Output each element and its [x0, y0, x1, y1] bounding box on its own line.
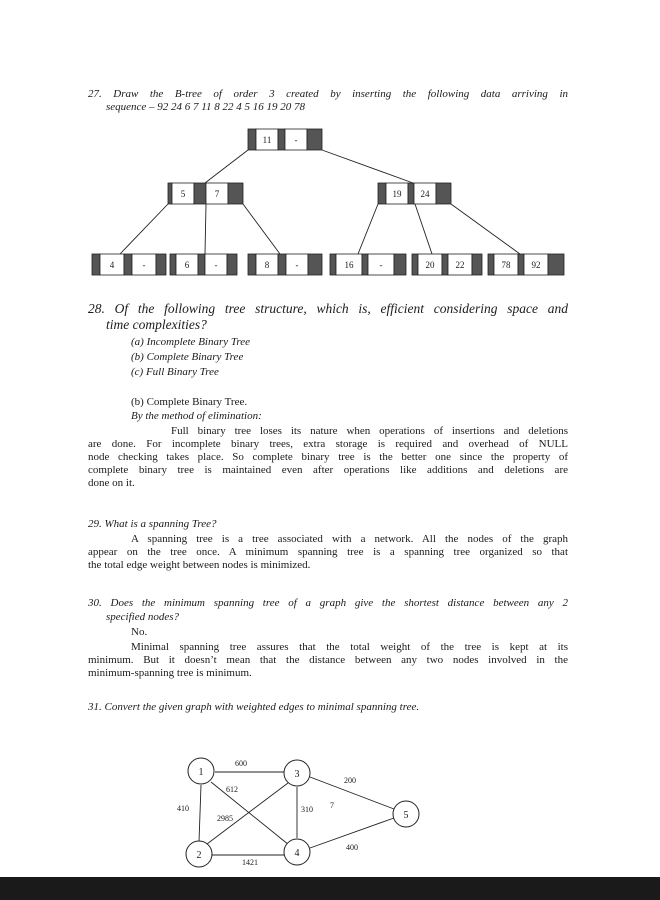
q29-answer-line: appear on the tree once. A minimum spanning tree is a spanning tree organized so that [88, 546, 568, 558]
q30-answer-line: minimum-spanning tree is minimum. [88, 667, 252, 679]
btree-edge [415, 204, 432, 254]
btree-leaf [488, 254, 564, 275]
btree-node-left [168, 183, 243, 204]
svg-text:-: - [214, 260, 218, 270]
q27-line2: sequence – 92 24 6 7 11 8 22 4 5 16 19 20 78 [106, 101, 305, 113]
q30-answer-line: minimum. But it doesn’t mean that the distance between any two nodes involved in the [88, 654, 568, 666]
q28-explanation-line: Full binary tree loses its nature when operations of insertions and deletions [171, 425, 568, 437]
btree-edge [205, 204, 206, 254]
edge-weight-label: 400 [346, 843, 358, 852]
svg-text:92: 92 [531, 260, 541, 270]
btree-node-right [378, 183, 451, 204]
stray-label: 7 [330, 801, 334, 810]
q28-option-a: (a) Incomplete Binary Tree [131, 336, 251, 348]
btree-leaf [248, 254, 322, 275]
q28-line2: time complexities? [106, 317, 207, 332]
svg-text:78: 78 [501, 260, 511, 270]
btree-key: 7 [214, 189, 220, 199]
btree-key: 24 [420, 189, 430, 199]
btree-key: - [294, 135, 298, 145]
edge-weight-label: 1421 [242, 858, 258, 867]
q28-explanation-line: done on it. [88, 477, 135, 489]
graph-node-label: 1 [198, 767, 204, 778]
q31-question: 31. Convert the given graph with weighted edges to minimal spanning tree. [88, 701, 420, 713]
btree-diagram [0, 0, 660, 290]
edge-weight-label: 200 [344, 776, 356, 785]
svg-text:22: 22 [455, 260, 465, 270]
btree-edge [243, 204, 280, 254]
q28-explanation-line: are done. For incomplete binary trees, extra storage is required and overhead of NULL [88, 438, 568, 450]
graph-node-label: 4 [294, 848, 300, 859]
graph-edge [199, 785, 201, 842]
btree-edge [358, 204, 378, 254]
q28-method: By the method of elimination: [131, 410, 262, 422]
q28-option-b: (b) Complete Binary Tree [131, 351, 244, 363]
q28-option-c: (c) Full Binary Tree [131, 366, 219, 378]
btree-leaf [330, 254, 406, 275]
q28-line1: 28. Of the following tree structure, which is, efficient considering space and [88, 301, 568, 316]
q27-line1: 27. Draw the B-tree of order 3 created by inserting the following data arriving in [88, 88, 568, 100]
q30-question-line2: specified nodes? [106, 611, 180, 623]
q29-answer-line: the total edge weight between nodes is minimized. [88, 559, 311, 571]
edge-weight-label: 310 [301, 805, 313, 814]
q30-question-line1: 30. Does the minimum spanning tree of a graph give the shortest distance between any 2 [88, 597, 568, 609]
edge-weight-label: 2985 [217, 814, 233, 823]
btree-leaf [170, 254, 237, 275]
weighted-graph [0, 740, 660, 875]
svg-text:16: 16 [344, 260, 354, 270]
btree-key: 5 [180, 189, 186, 199]
svg-text:6: 6 [184, 260, 190, 270]
btree-edge [322, 150, 413, 183]
svg-text:-: - [295, 260, 299, 270]
svg-text:-: - [142, 260, 146, 270]
btree-key: 19 [392, 189, 402, 199]
graph-node-label: 5 [403, 810, 409, 821]
btree-edge [205, 150, 248, 183]
q30-answer-line: Minimal spanning tree assures that the total weight of the tree is kept at its [131, 641, 568, 653]
q28-explanation-line: complete binary tree is maintained even after operations like additions and deletions are [88, 464, 568, 476]
btree-root-node [248, 129, 322, 150]
btree-edge [120, 204, 168, 254]
graph-node-label: 3 [294, 769, 300, 780]
btree-leaf [412, 254, 482, 275]
bottom-edge-bar [0, 877, 660, 900]
q30-answer-short: No. [131, 626, 148, 638]
btree-key: 11 [262, 135, 272, 145]
btree-edge [451, 204, 520, 254]
edge-weight-label: 600 [235, 759, 247, 768]
edge-weight-label: 410 [177, 804, 189, 813]
svg-text:-: - [379, 260, 383, 270]
svg-text:20: 20 [425, 260, 435, 270]
q28-explanation-line: node checking takes place. So complete binary tree is the better one since the property of [88, 451, 568, 463]
q29-question: 29. What is a spanning Tree? [88, 518, 217, 530]
graph-node-label: 2 [196, 850, 202, 861]
svg-text:4: 4 [109, 260, 115, 270]
svg-text:8: 8 [264, 260, 270, 270]
q28-answer: (b) Complete Binary Tree. [131, 396, 248, 408]
btree-leaf [92, 254, 166, 275]
edge-weight-label: 612 [226, 785, 238, 794]
q29-answer-line: A spanning tree is a tree associated with a network. All the nodes of the graph [131, 533, 568, 545]
